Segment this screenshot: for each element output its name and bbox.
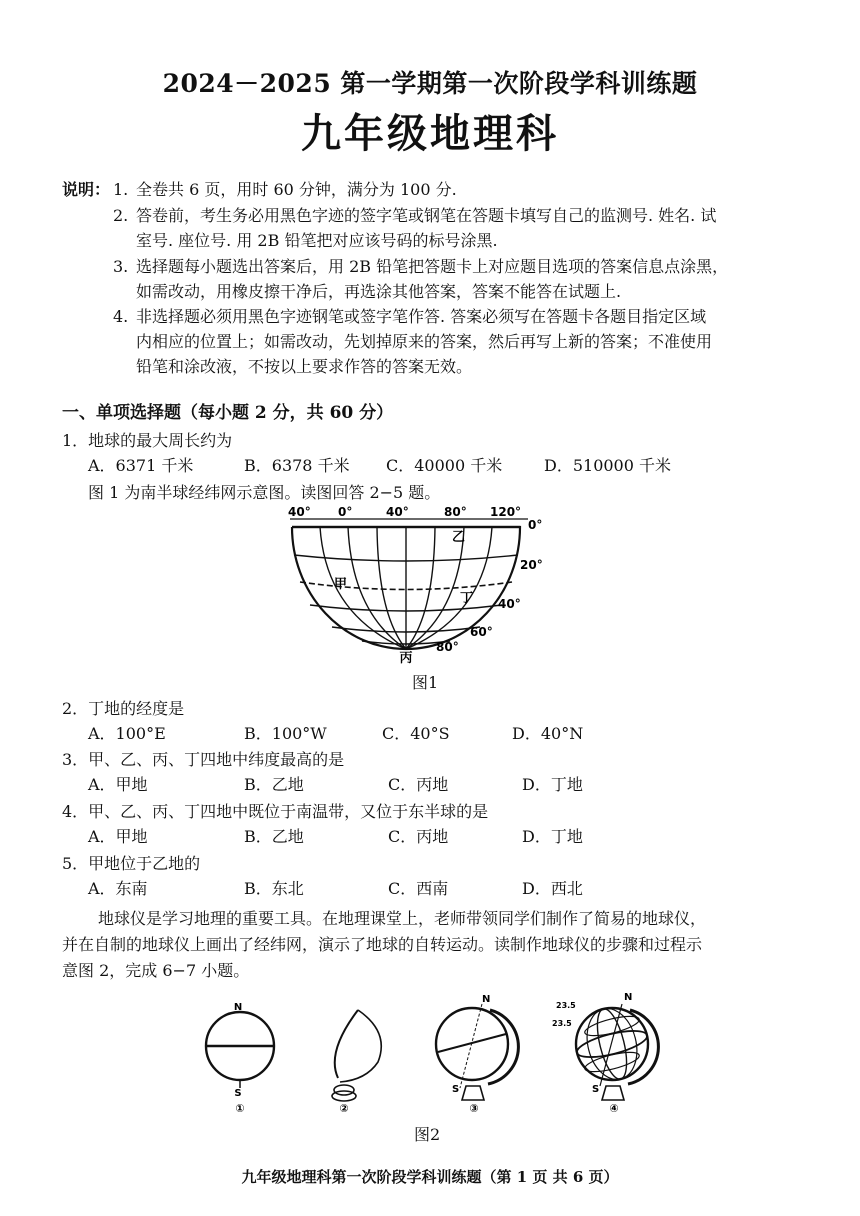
instruction-2-num: 2. (113, 206, 129, 225)
svg-text:①: ① (235, 1102, 245, 1115)
figure-2-step-3 (436, 994, 518, 1115)
figure-1-lat-label: 0° (528, 518, 543, 532)
instruction-3-num: 3. (113, 257, 129, 276)
svg-text:23.5: 23.5 (556, 1001, 576, 1010)
question-2-option-d: D．40°N (512, 724, 584, 743)
figure-1-top-label: 40° (288, 505, 311, 519)
figure-1-lat-label: 40° (498, 597, 521, 611)
figure-1-lat-label: 80° (436, 640, 459, 654)
figure-2-step-2 (332, 1010, 381, 1115)
question-5-option-c: C．西南 (388, 879, 449, 898)
instruction-4-line-1: 非选择题必须用黑色字迹钢笔或签字笔作答. 答案必须写在答题卡各题目指定区域 (136, 307, 707, 326)
figure-2-step-1 (206, 1002, 274, 1115)
question-1-option-b: B．6378 千米 (244, 456, 350, 475)
question-1-stem: 1．地球的最大周长约为 (62, 431, 233, 450)
question-3-option-d: D．丁地 (522, 775, 583, 794)
instruction-1-line-1: 全卷共 6 页，用时 60 分钟，满分为 100 分. (136, 180, 457, 199)
svg-text:S: S (452, 1084, 460, 1095)
question-5-option-b: B．东北 (244, 879, 304, 898)
question-4-option-d: D．丁地 (522, 827, 583, 846)
exam-title: 2024－2025 第一学期第一次阶段学科训练题 (162, 69, 698, 98)
figure-1-graticule (280, 505, 560, 667)
svg-text:S: S (234, 1088, 242, 1099)
instruction-4-num: 4. (113, 307, 129, 326)
question-4-option-a: A．甲地 (88, 827, 148, 846)
svg-text:②: ② (339, 1102, 349, 1115)
figure-1-top-label: 120° (490, 505, 522, 519)
figure-1-place-bing: 丙 (399, 651, 413, 666)
svg-text:④: ④ (609, 1102, 619, 1115)
question-3-option-b: B．乙地 (244, 775, 304, 794)
section-heading: 一、单项选择题（每小题 2 分，共 60 分） (62, 403, 394, 423)
figure-2-globe-steps (190, 992, 670, 1116)
figure-1-place-yi: 乙 (452, 530, 466, 545)
svg-text:③: ③ (469, 1102, 479, 1115)
question-1-option-d: D．510000 千米 (544, 456, 671, 475)
instruction-4-line-3: 铅笔和涂改液，不按以上要求作答的答案无效。 (136, 357, 473, 376)
instructions-label: 说明： (62, 180, 111, 199)
figure-2-caption: 图2 (414, 1125, 441, 1144)
svg-text:N: N (624, 992, 633, 1003)
question-3-stem: 3．甲、乙、丙、丁四地中纬度最高的是 (62, 750, 345, 769)
question-4-option-c: C．丙地 (388, 827, 449, 846)
figure-1-top-label: 0° (338, 505, 353, 519)
figure-1-lat-label: 60° (470, 625, 493, 639)
passage-line-3: 意图 2，完成 6−7 小题。 (62, 961, 250, 980)
question-5-option-d: D．西北 (522, 879, 583, 898)
instruction-3-line-1: 选择题每小题选出答案后，用 2B 铅笔把答题卡上对应题目选项的答案信息点涂黑， (136, 257, 729, 276)
question-1-option-a: A．6371 千米 (88, 456, 194, 475)
question-2-option-b: B．100°W (244, 724, 327, 743)
figure-1-intro: 图 1 为南半球经纬网示意图。读图回答 2−5 题。 (88, 483, 441, 502)
question-2-option-c: C．40°S (382, 724, 450, 743)
figure-1-caption: 图1 (412, 673, 439, 692)
figure-2-step-4 (552, 992, 658, 1115)
instruction-4-line-2: 内相应的位置上；如需改动，先划掉原来的答案，然后再写上新的答案；不准使用 (136, 332, 713, 351)
instruction-2-line-1: 答卷前，考生务必用黑色字迹的签字笔或钢笔在答题卡填写自己的监测号. 姓名. 试 (136, 206, 717, 225)
subject-title: 九年级地理科 (301, 110, 559, 157)
question-4-stem: 4．甲、乙、丙、丁四地中既位于南温带，又位于东半球的是 (62, 802, 489, 821)
svg-text:N: N (482, 994, 491, 1005)
figure-1-place-jia: 甲 (334, 577, 348, 592)
figure-1-top-label: 80° (444, 505, 467, 519)
svg-text:23.5: 23.5 (552, 1019, 572, 1028)
figure-1-place-ding: 丁 (460, 591, 474, 606)
figure-1-lat-label: 20° (520, 558, 543, 572)
question-3-option-a: A．甲地 (88, 775, 148, 794)
passage-line-1: 地球仪是学习地理的重要工具。在地理课堂上，老师带领同学们制作了简易的地球仪， (98, 909, 707, 928)
question-5-stem: 5．甲地位于乙地的 (62, 854, 201, 873)
instruction-1-num: 1. (113, 180, 129, 199)
svg-text:N: N (233, 1002, 243, 1013)
question-4-option-b: B．乙地 (244, 827, 304, 846)
question-5-option-a: A．东南 (88, 879, 148, 898)
question-1-option-c: C．40000 千米 (386, 456, 503, 475)
passage-line-2: 并在自制的地球仪上画出了经纬网，演示了地球的自转运动。读制作地球仪的步骤和过程示 (62, 935, 703, 954)
instruction-3-line-2: 如需改动，用橡皮擦干净后，再选涂其他答案，答案不能答在试题上. (136, 282, 622, 301)
question-2-stem: 2．丁地的经度是 (62, 699, 185, 718)
question-2-option-a: A．100°E (88, 724, 166, 743)
figure-1-top-label: 40° (386, 505, 409, 519)
page-footer: 九年级地理科第一次阶段学科训练题（第 1 页 共 6 页） (241, 1168, 619, 1186)
svg-text:S: S (592, 1084, 600, 1095)
instruction-2-line-2: 室号. 座位号. 用 2B 铅笔把对应该号码的标号涂黑. (136, 231, 498, 250)
question-3-option-c: C．丙地 (388, 775, 449, 794)
